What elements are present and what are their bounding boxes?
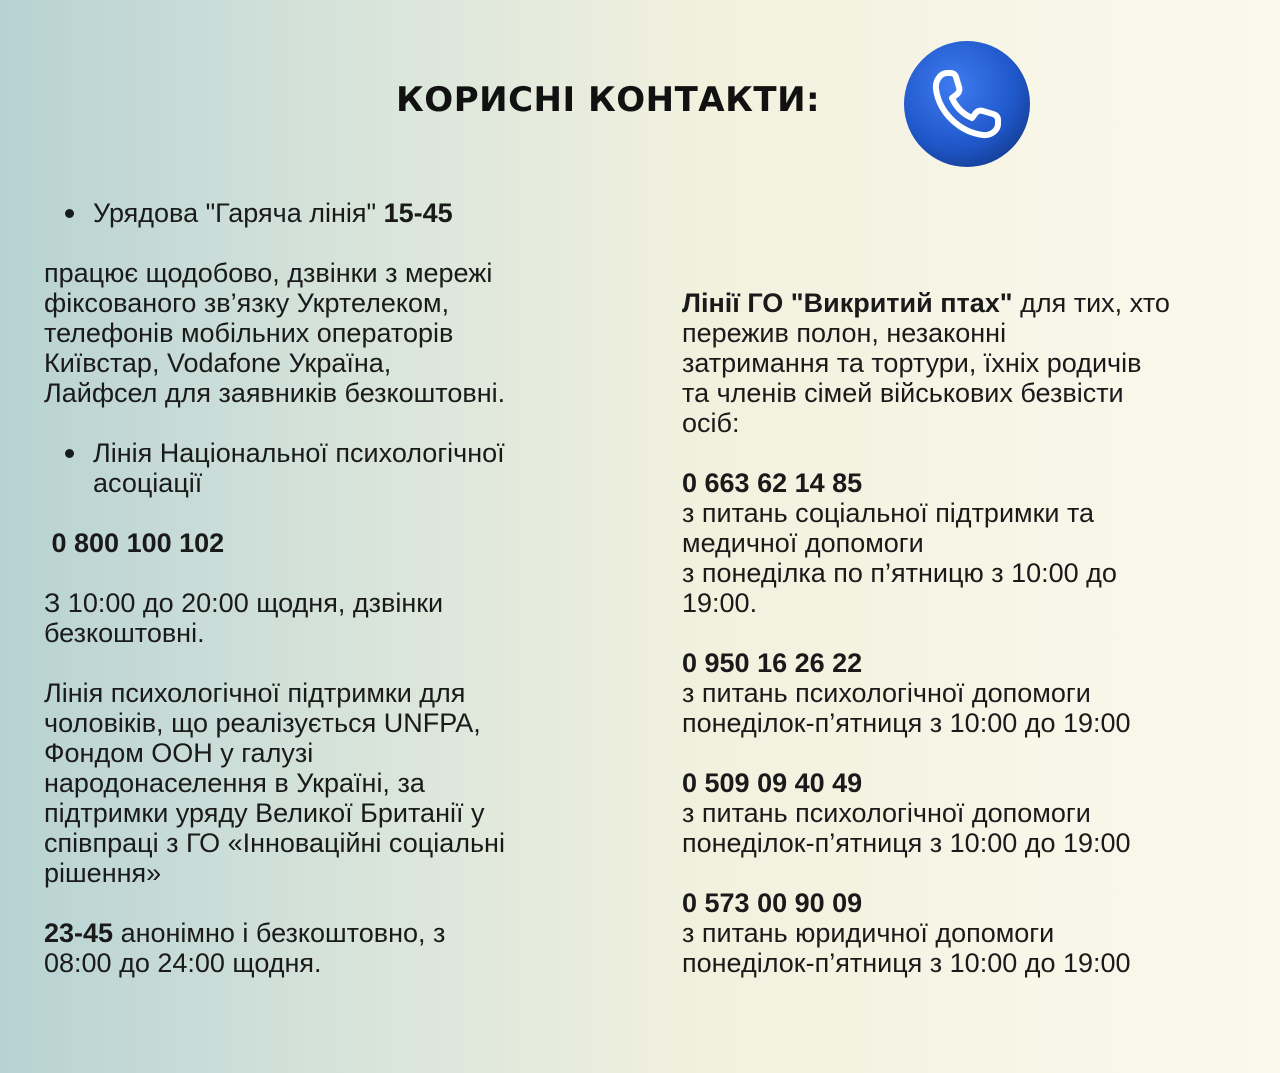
- contact-number: 0 663 62 14 85: [682, 468, 863, 498]
- psych-assoc-number: 0 800 100 102: [44, 528, 225, 558]
- hotline-number: 15-45: [383, 198, 453, 228]
- men-line-desc: Фондом ООН у галузі: [44, 738, 314, 768]
- hotline-desc: працює щодобово, дзвінки з мережі: [44, 258, 493, 288]
- men-line-desc: Лінія психологічної підтримки для: [44, 678, 466, 708]
- hotline-desc: телефонів мобільних операторів: [44, 318, 454, 348]
- contact-desc: з питань соціальної підтримки та: [682, 498, 1095, 528]
- contact-number: 0 950 16 26 22: [682, 648, 863, 678]
- org-intro: пережив полон, незаконні: [682, 318, 1007, 348]
- contact-number: 0 573 00 90 09: [682, 888, 863, 918]
- contact-desc: з питань юридичної допомоги: [682, 918, 1055, 948]
- contact-desc: з питань психологічної допомоги: [682, 678, 1091, 708]
- psych-assoc-item: Лінія Національної психологічної: [44, 438, 644, 468]
- psych-assoc-hours: безкоштовні.: [44, 618, 205, 648]
- left-column: [44, 198, 644, 978]
- men-line-desc: чоловіків, що реалізується UNFPA,: [44, 708, 481, 738]
- hotline-desc: Лайфсел для заявників безкоштовні.: [44, 378, 506, 408]
- contact-desc: 19:00.: [682, 588, 758, 618]
- men-line-desc: рішення»: [44, 858, 162, 888]
- hotline-desc: Київстар, Vodafone Україна,: [44, 348, 392, 378]
- psych-assoc-item: асоціації: [93, 468, 203, 498]
- men-line-desc: співпраці з ГО «Інноваційні соціальні: [44, 828, 505, 858]
- page-title: КОРИСНІ КОНТАКТИ:: [396, 80, 821, 120]
- org-intro: Лінії ГО "Викритий птах" для тих, хто: [682, 288, 1170, 318]
- men-number: 23-45: [44, 918, 114, 948]
- phone-icon: [903, 40, 1031, 168]
- psych-assoc-hours: З 10:00 до 20:00 щодня, дзвінки: [44, 588, 444, 618]
- contact-desc: з понеділка по п’ятницю з 10:00 до: [682, 558, 1117, 588]
- org-name: Лінії ГО "Викритий птах": [682, 288, 1013, 318]
- org-intro: затримання та тортури, їхніх родичів: [682, 348, 1142, 378]
- men-hours: 08:00 до 24:00 щодня.: [44, 948, 322, 978]
- contact-number: 0 509 09 40 49: [682, 768, 863, 798]
- men-hours: 23-45 анонімно і безкоштовно, з: [44, 918, 446, 948]
- org-intro: осіб:: [682, 408, 740, 438]
- contact-desc: з питань психологічної допомоги: [682, 798, 1091, 828]
- contact-desc: понеділок-п’ятниця з 10:00 до 19:00: [682, 828, 1131, 858]
- contact-desc: понеділок-п’ятниця з 10:00 до 19:00: [682, 948, 1131, 978]
- hotline-desc: фіксованого зв’язку Укртелеком,: [44, 288, 450, 318]
- men-line-desc: підтримки уряду Великої Британії у: [44, 798, 485, 828]
- men-line-desc: народонаселення в Україні, за: [44, 768, 425, 798]
- org-intro: та членів сімей військових безвісти: [682, 378, 1124, 408]
- contact-desc: медичної допомоги: [682, 528, 924, 558]
- right-column: [682, 288, 1272, 978]
- hotline-item: Урядова "Гаряча лінія" 15-45: [44, 198, 644, 228]
- contact-desc: понеділок-п’ятниця з 10:00 до 19:00: [682, 708, 1131, 738]
